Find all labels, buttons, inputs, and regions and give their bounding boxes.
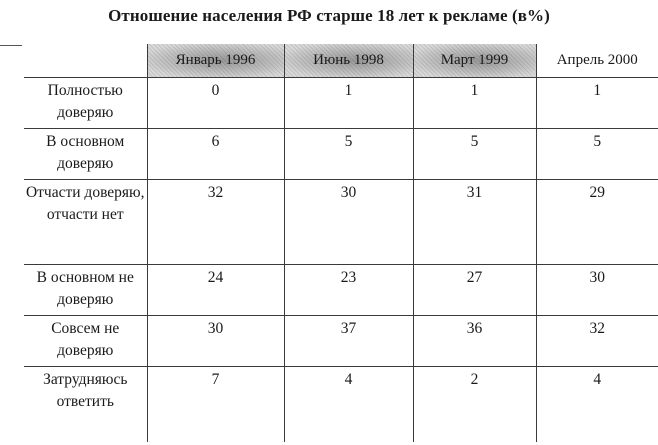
table-cell: 6 xyxy=(147,129,284,180)
table-row xyxy=(24,367,658,443)
table-row xyxy=(24,129,658,180)
row-label: Отчасти доверяю, отчасти нет xyxy=(24,180,147,265)
table-cell: 23 xyxy=(284,265,413,316)
table-cell: 5 xyxy=(284,129,413,180)
column-header: Март 1999 xyxy=(413,44,536,78)
row-label: В основном доверяю xyxy=(24,129,147,180)
header-row xyxy=(24,44,658,78)
table-cell: 2 xyxy=(413,367,536,443)
survey-table xyxy=(24,44,658,442)
table-cell: 27 xyxy=(413,265,536,316)
table-cell: 29 xyxy=(536,180,658,265)
table-row xyxy=(24,265,658,316)
table-cell: 24 xyxy=(147,265,284,316)
column-header: Январь 1996 xyxy=(147,44,284,78)
table-row xyxy=(24,180,658,265)
table-cell: 31 xyxy=(413,180,536,265)
table-cell: 4 xyxy=(284,367,413,443)
column-header: Июнь 1998 xyxy=(284,44,413,78)
header-corner xyxy=(24,44,147,78)
table-cell: 37 xyxy=(284,316,413,367)
row-label: Полностью доверяю xyxy=(24,78,147,129)
row-label: Совсем не доверяю xyxy=(24,316,147,367)
table-cell: 30 xyxy=(147,316,284,367)
table-cell: 1 xyxy=(413,78,536,129)
table-cell: 32 xyxy=(147,180,284,265)
table-cell: 30 xyxy=(536,265,658,316)
table-cell: 5 xyxy=(413,129,536,180)
row-label: Затрудняюсь ответить xyxy=(24,367,147,443)
table-cell: 5 xyxy=(536,129,658,180)
table-cell: 1 xyxy=(284,78,413,129)
table-row xyxy=(24,78,658,129)
table-title: Отношение населения РФ старше 18 лет к рекламе (в%) xyxy=(108,6,550,25)
table-cell: 32 xyxy=(536,316,658,367)
table-cell: 0 xyxy=(147,78,284,129)
column-header: Апрель 2000 xyxy=(536,44,658,78)
table-row xyxy=(24,316,658,367)
table-cell: 1 xyxy=(536,78,658,129)
table-cell: 7 xyxy=(147,367,284,443)
table-cell: 4 xyxy=(536,367,658,443)
row-label: В основном не доверяю xyxy=(24,265,147,316)
table-cell: 36 xyxy=(413,316,536,367)
table-cell: 30 xyxy=(284,180,413,265)
